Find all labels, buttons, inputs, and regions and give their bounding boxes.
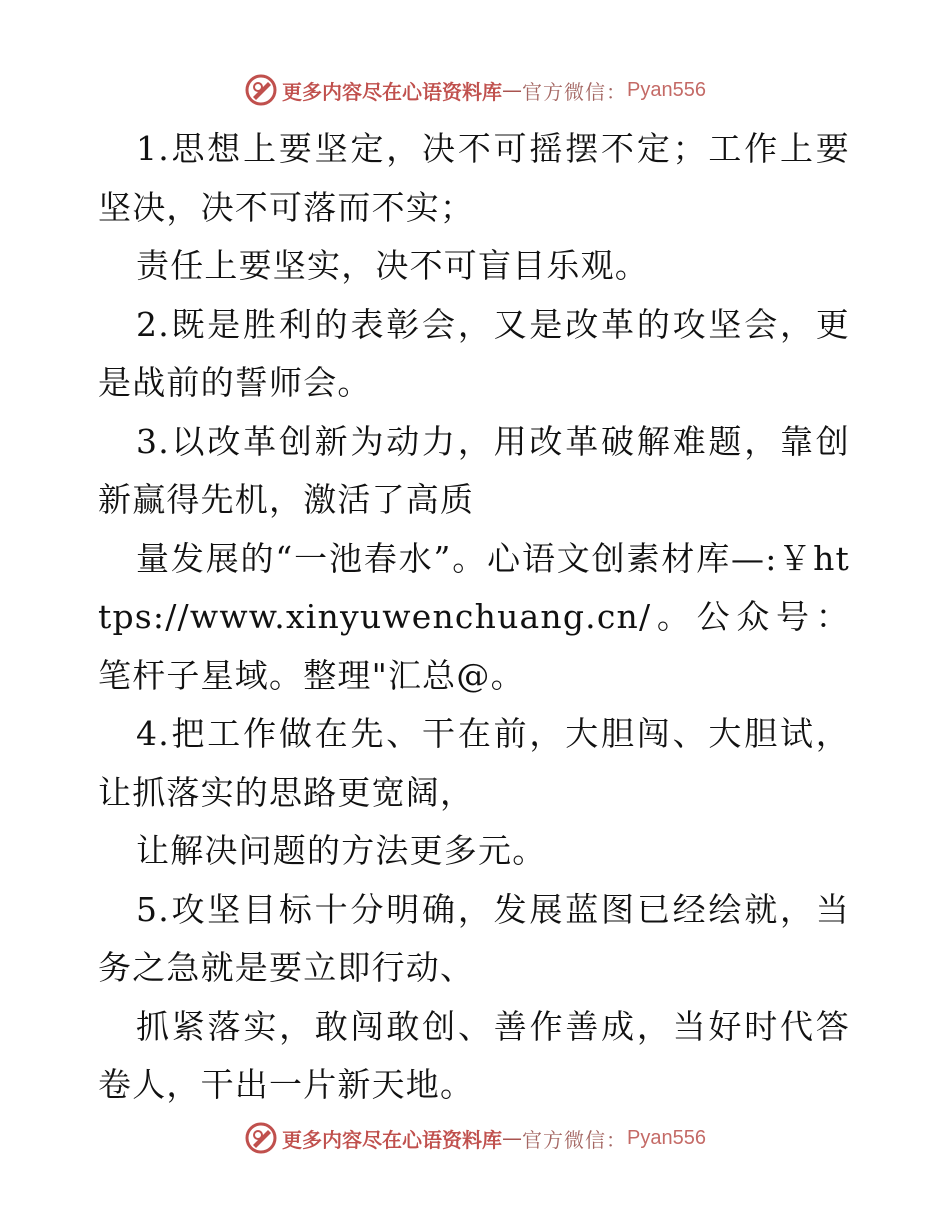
paragraph: 3.以改革创新为动力，用改革破解难题，靠创新赢得先机，激活了高质 <box>98 421 850 519</box>
banner-wechat-id: Pyan556 <box>627 1126 706 1149</box>
paragraph: 1.思想上要坚定，决不可摇摆不定；工作上要坚决，决不可落而不实； <box>98 129 850 227</box>
paragraph: 4.把工作做在先、干在前，大胆闯、大胆试，让抓落实的思路更宽阔， <box>98 714 850 812</box>
paragraph: 5.攻坚目标十分明确，发展蓝图已经绘就，当务之急就是要立即行动、 <box>98 889 850 987</box>
logo-icon <box>244 73 278 107</box>
paragraph: 2.既是胜利的表彰会，又是改革的攻坚会，更是战前的誓师会。 <box>98 304 850 402</box>
logo-icon <box>244 1121 278 1155</box>
banner-wechat-id: Pyan556 <box>627 78 706 101</box>
paragraph: 抓紧落实，敢闯敢创、善作善成，当好时代答卷人，干出一片新天地。 <box>98 1006 850 1104</box>
header-banner <box>0 70 950 110</box>
banner-main-text: 更多内容尽在心语资料库 <box>282 79 503 104</box>
paragraph: 量发展的“一池春水”。心语文创素材库—:￥https://www.xinyuwenchuang.cn/。公众号：笔杆子星域。整理"汇总@。 <box>98 538 850 695</box>
banner-main-text: 更多内容尽在心语资料库 <box>282 1127 503 1152</box>
footer-banner <box>0 1118 950 1158</box>
document-body <box>98 120 850 1115</box>
banner-dash: — <box>502 1126 523 1150</box>
paragraph: 让解决问题的方法更多元。 <box>136 831 547 870</box>
banner-sub-text: 官方微信： <box>522 1127 628 1152</box>
paragraph: 责任上要坚实，决不可盲目乐观。 <box>136 246 649 285</box>
banner-dash: — <box>502 78 523 102</box>
banner-sub-text: 官方微信： <box>522 79 628 104</box>
